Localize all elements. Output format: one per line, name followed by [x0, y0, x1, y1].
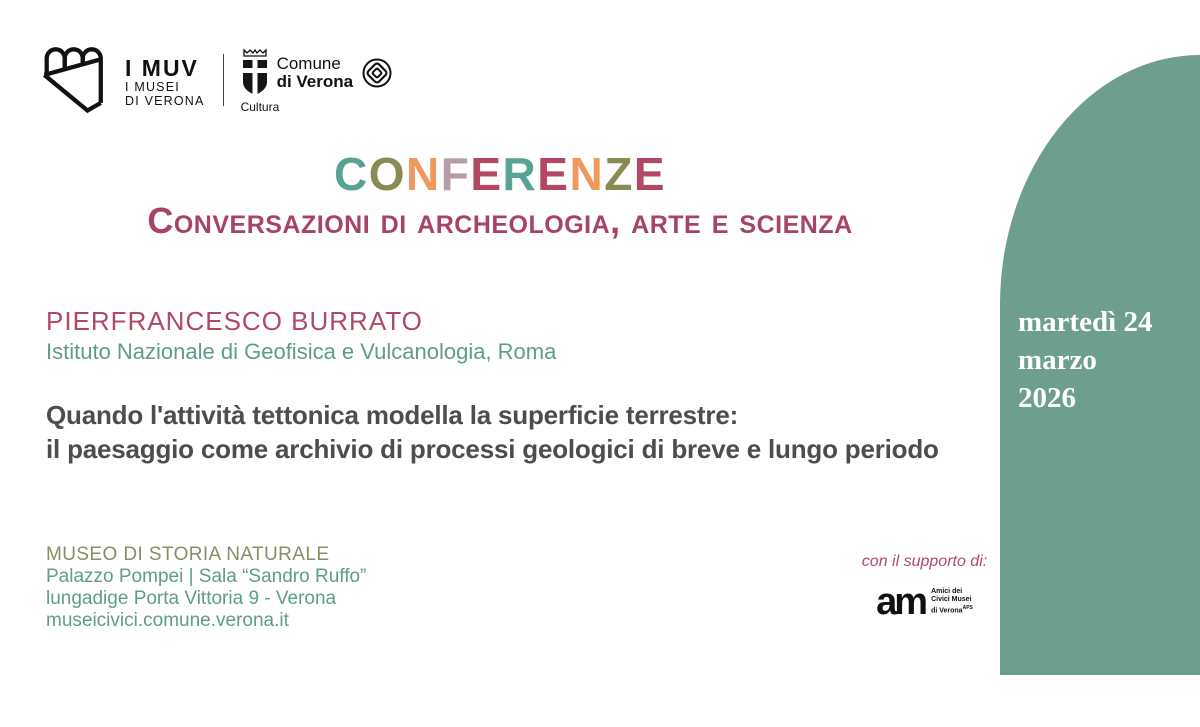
title-letter: E — [633, 148, 666, 200]
am-logo-text — [931, 588, 973, 615]
comune-line1: Comune — [276, 54, 341, 73]
title-letter: O — [368, 148, 407, 200]
talk-title-line2: il paesaggio come archivio di processi geologici di breve e lungo periodo — [46, 434, 939, 464]
venue-address-line2: lungadige Porta Vittoria 9 - Verona — [46, 588, 337, 609]
event-date-line3: 2026 — [1018, 382, 1076, 414]
am-logo-line1: Amici dei — [931, 588, 963, 596]
support-label: con il supporto di: — [861, 553, 988, 570]
event-date-line1: martedì 24 — [1018, 306, 1153, 338]
conference-title — [0, 147, 1000, 201]
venue-name: MUSEO DI STORIA NATURALE — [46, 544, 330, 565]
talk-title-line1: Quando l'attività tettonica modella la superficie terrestre: — [46, 400, 739, 430]
title-letter: N — [569, 148, 605, 200]
am-logo-aps: APS — [962, 605, 973, 612]
muv-logo-icon — [40, 46, 116, 120]
event-date-line2: marzo — [1018, 344, 1097, 376]
muv-sub2: DI VERONA — [125, 94, 205, 108]
title-letter: Z — [604, 148, 634, 200]
amici-civici-musei-logo — [876, 581, 973, 623]
title-letter: F — [440, 148, 471, 200]
cultura-emblem-icon — [361, 57, 393, 89]
title-letter: N — [406, 148, 441, 200]
am-logo-mark: am — [876, 581, 926, 623]
comune-line2: di Verona — [276, 72, 354, 91]
event-time: ore 17 — [1036, 692, 1112, 724]
muv-wordmark — [125, 46, 205, 108]
verona-crest-icon — [240, 48, 270, 98]
muv-title: I MUV — [125, 55, 199, 81]
support-block — [852, 553, 997, 623]
event-date — [1018, 303, 1153, 724]
title-letter: C — [334, 148, 369, 200]
comune-di-verona-logo — [240, 48, 394, 114]
venue-info — [46, 544, 366, 632]
venue-address-line1: Palazzo Pompei | Sala “Sandro Ruffo” — [46, 566, 367, 587]
event-date-panel — [1000, 55, 1200, 724]
muv-sub1: I MUSEI — [125, 80, 180, 94]
conference-subtitle: Conversazioni di archeologia, arte e scienza — [147, 200, 853, 241]
cultura-label: Cultura — [240, 100, 280, 114]
title-letter: E — [537, 148, 570, 200]
title-letter: R — [502, 148, 538, 200]
title-letter: E — [470, 148, 503, 200]
am-logo-line2: Civici Musei — [931, 596, 972, 604]
talk-title — [46, 398, 939, 466]
brand-row — [40, 46, 393, 120]
am-logo-line3: di Verona — [931, 607, 963, 615]
brand-divider — [223, 54, 224, 106]
speaker-name: PIERFRANCESCO BURRATO — [46, 306, 423, 336]
venue-website-link[interactable]: museicivici.comune.verona.it — [46, 610, 289, 631]
speaker-affiliation: Istituto Nazionale di Geofisica e Vulcanologia, Roma — [46, 339, 557, 364]
